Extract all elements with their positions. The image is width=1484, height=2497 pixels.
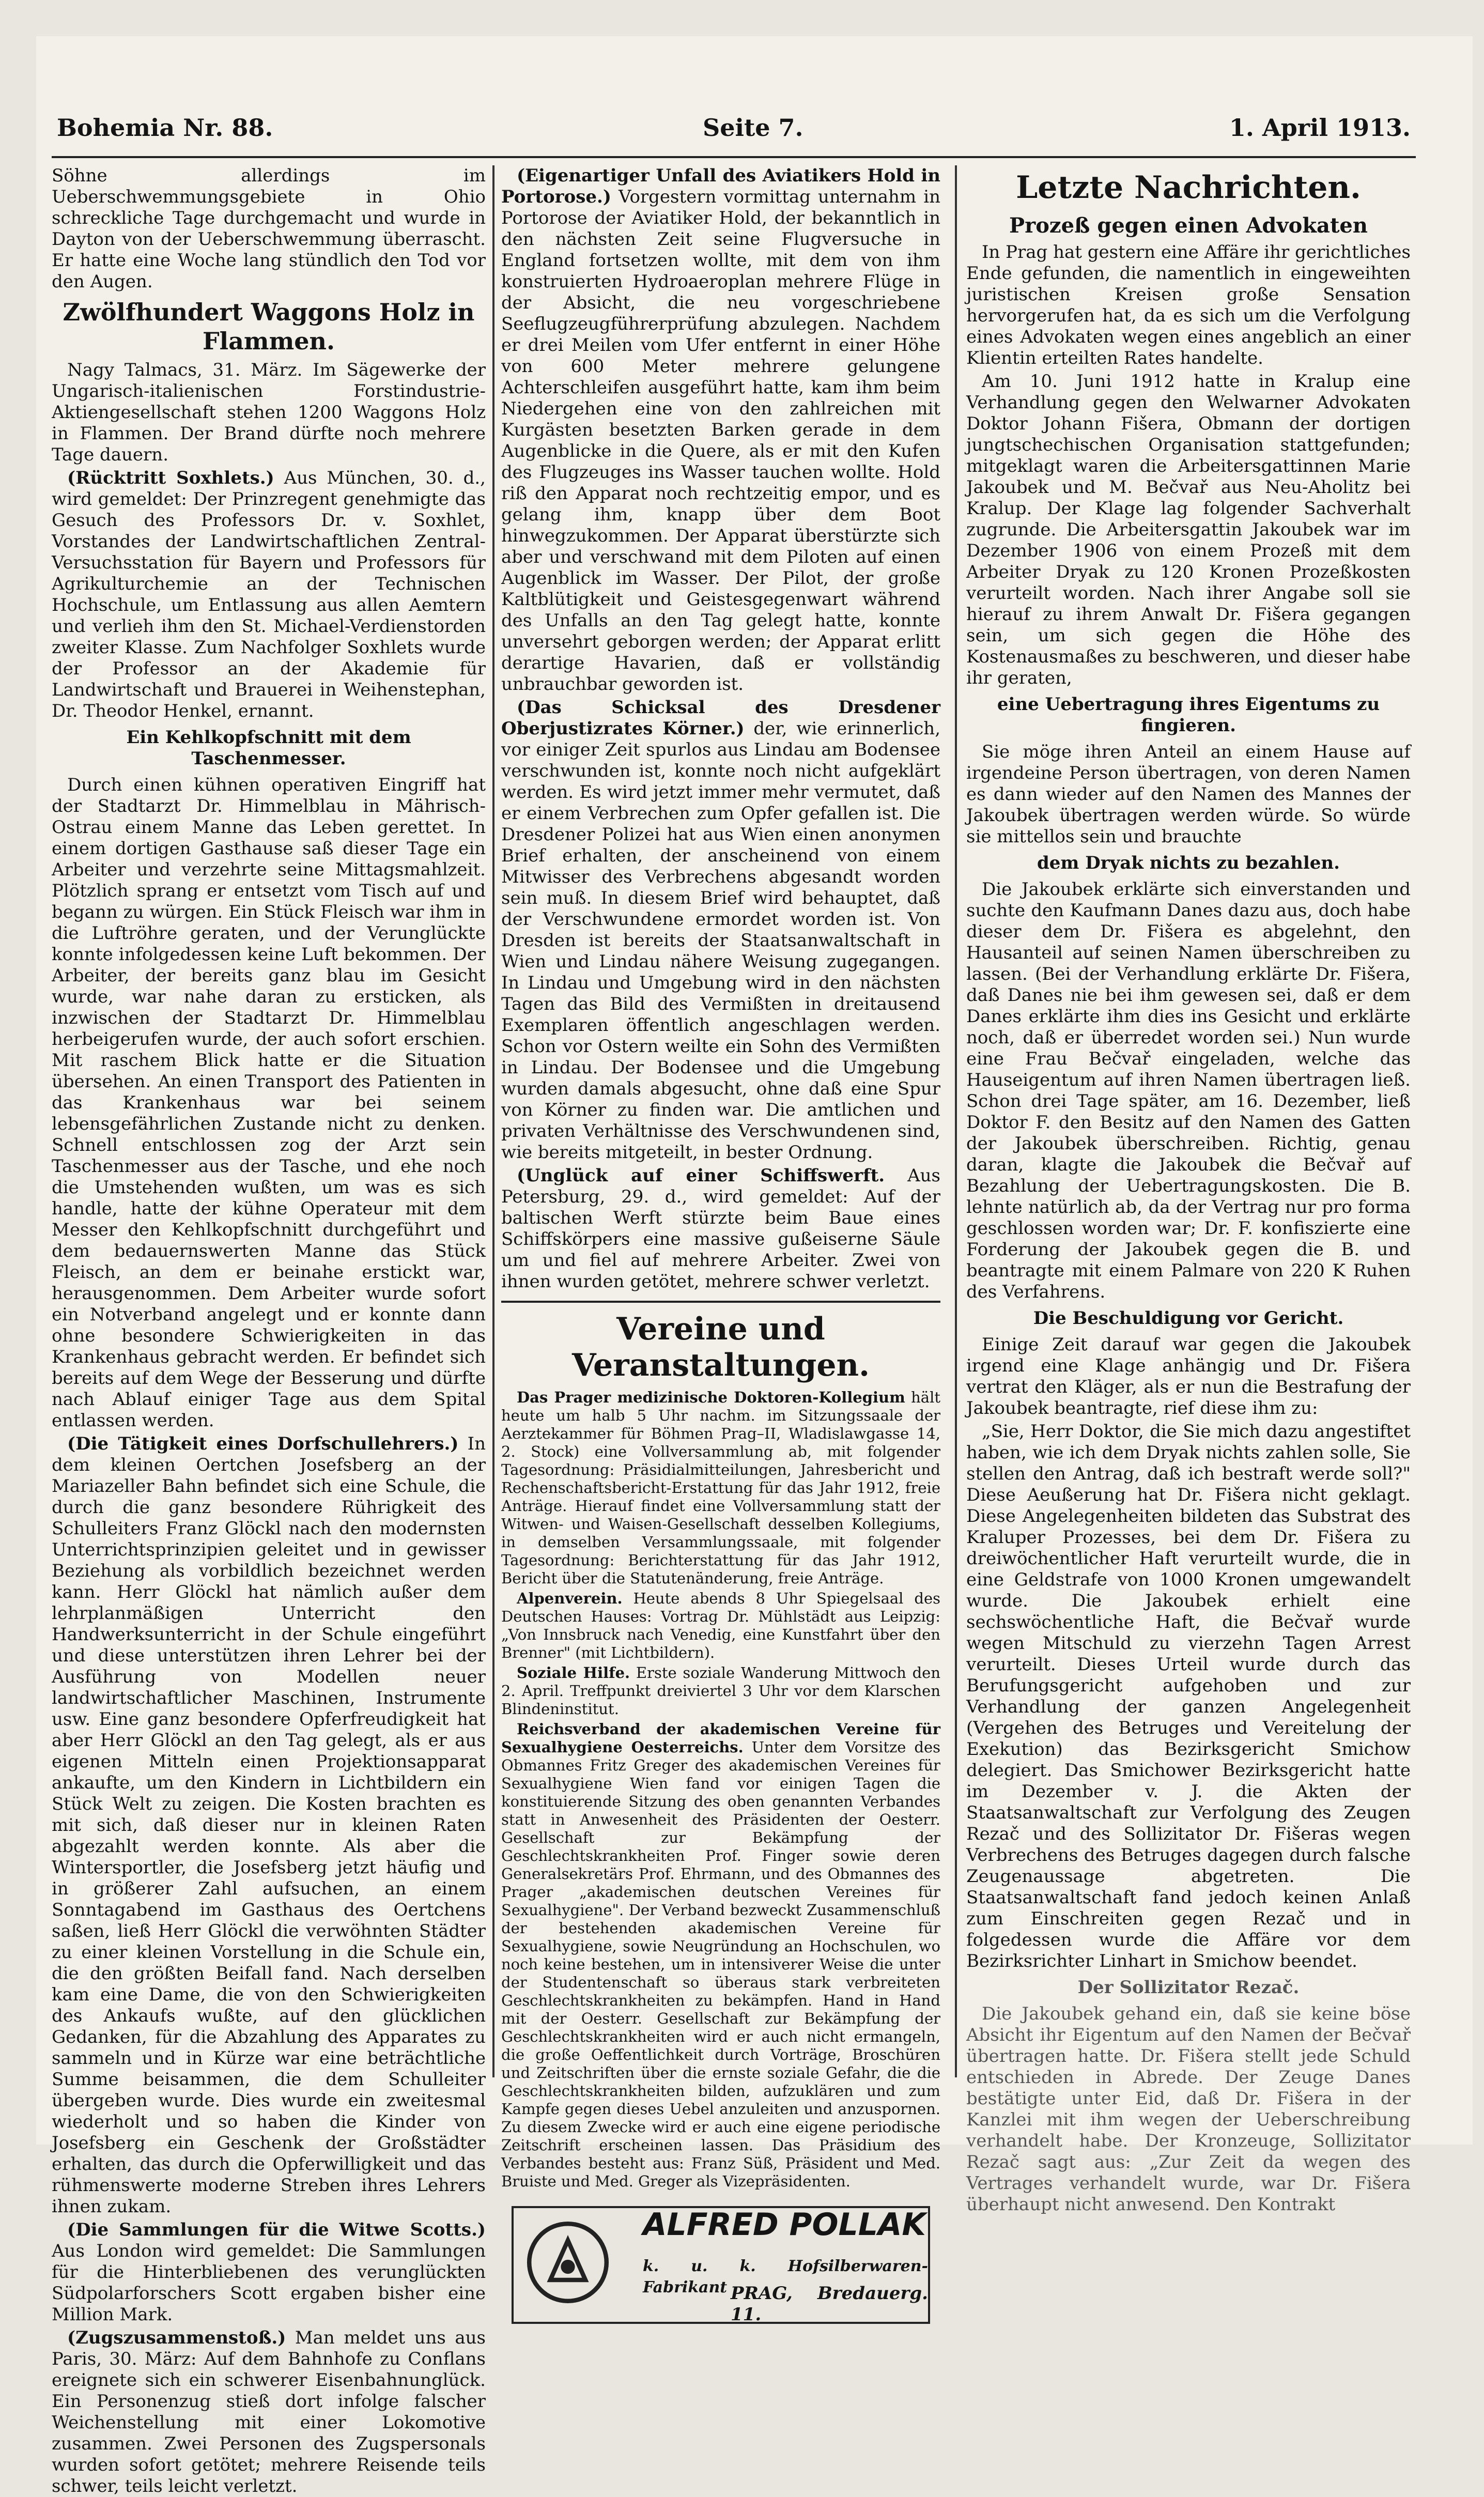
headline-fire: Zwölfhundert Waggons Holz in Flammen. — [63, 298, 475, 355]
section-rule — [501, 1301, 940, 1303]
body-soxhlet: Aus München, 30. d., wird gemeldet: Der Prinzregent genehmigte das Gesuch des Professors Dr. v. Soxhlet, Vorstandes der Landwirtschaftlichen Zentral-Versuchsstation für Bayern und Professors für Agrikulturchemie an der Technischen Hochschule, um Entlassung aus allen Aemtern und verlieh ihm den St. Michael-Verdienstorden zweiter Klasse. Zum Nachfolger Soxhlets wurde der Professor an der Akademie für Landwirtschaft und Brauerei in Weihenstephan, Dr. Theodor Henkel, ernannt. — [52, 468, 486, 721]
lead-werft: (Unglück auf einer Schiffswerft. — [517, 1165, 885, 1186]
article-soxhlet — [52, 468, 486, 722]
article-continuation: Söhne allerdings im Ueberschwemmungsgebiete in Ohio schreckliche Tage durchgemacht und wurde in Dayton von der Ueberschwemmung überrascht. Er hatte eine Woche lang stündlich den Tod vor den Augen. — [52, 165, 486, 292]
masthead-issue: Bohemia Nr. 88. — [57, 114, 273, 142]
column-divider-1 — [492, 165, 494, 2077]
paragraph: Die Jakoubek gehand ein, daß sie keine böse Absicht ihr Eigentum auf den Namen der Bečvař übertragen hatte. Dr. Fišera stellt jede Schuld entschieden in Abrede. Der Zeuge Danes bestätigte unter Eid, daß Dr. Fišera in der Kanzlei mit ihm wegen der Ueberschreibung verhandelt habe. Der Kronzeuge, Sollizitator Rezač sagt aus: „Zur Zeit da wegen des Vertrages verhandelt wurde, war Dr. Fišera überhaupt nicht anwesend. Den Kontrakt — [966, 2003, 1411, 2215]
article-dresden — [501, 697, 940, 1163]
paragraph: „Sie, Herr Doktor, die Sie mich dazu angestiftet haben, wie ich dem Dryak nichts zahlen solle, Sie stellen den Antrag, daß ich bestraft werde soll?" Diese Aeußerung hat Dr. Fišera nicht geklagt. Diese Angelegenheiten bildeten das Substrat des Kraluper Prozesses, bei dem Dr. Fišera zu dreiwöchentlicher Haft verurteilt wurde, die in eine Geldstrafe von 1000 Kronen umgewandelt wurde. Die Jakoubek erhielt eine sechswöchentliche Haft, die Bečvař wurde wegen Mitschuld zu vierzehn Tagen Arrest verurteilt. Dieses Urteil wurde durch das Berufungsgericht aufgehoben und zur Verhandlung der ganzen Angelegenheit (Vergehen des Betruges und Vereitelung der Exekution) das Bezirksgericht Smichow delegiert. Das Smichower Bezirksgericht hatte im Dezember v. J. die Akten der Staatsanwaltschaft zur Verfolgung des Zeugen Rezač und des Sollizitator Dr. Fišeras wegen Verbrechens des Betruges dagegen durch falsche Zeugenaussage abgetreten. Die Staatsanwaltschaft fand jedoch keinen Anlaß zum Einschreiten gegen Rezač und in folgedessen wurde die Affäre vor dem Bezirksrichter Linhart in Smichow beendet. — [966, 1421, 1411, 1971]
advertisement-pollak — [512, 2206, 930, 2324]
lead-dresden: (Das Schicksal des Dresdener Oberjustizrates Körner.) — [501, 697, 940, 739]
notice-reichsverband — [501, 1720, 940, 2191]
lead-lehrer: (Die Tätigkeit eines Dorfschullehrers.) — [67, 1434, 459, 1454]
section-headline-vereine: Vereine und Veranstaltungen. — [571, 1311, 870, 1383]
article-fire: Nagy Talmacs, 31. März. Im Sägewerke der Ungarisch-italienischen Forstindustrie-Aktiengesellschaft stehen 1200 Waggons Holz in Flammen. Der Brand dürfte noch mehrere Tage dauern. — [52, 360, 486, 465]
page-header — [57, 114, 1411, 150]
body-prager: hält heute um halb 5 Uhr nachm. im Sitzungssaale der Aerztekammer für Böhmen Prag–II, Wladislawgasse 14, 2. Stock) eine Vollversammlung ab, mit folgender Tagesordnung: Präsidialmitteilungen, Jahresbericht und Rechenschaftsbericht-Erstattung für das Jahr 1912, freie Anträge. Hierauf findet eine Vollversammlung statt der Witwen- und Waisen-Gesellschaft desselben Kollegiums, in demselben Versammlungssaale, mit folgender Tagesordnung: Berichterstattung für das Jahr 1912, Bericht über die Statutenänderung, freie Anträge. — [501, 1389, 941, 1587]
column-2 — [501, 165, 941, 2325]
article-werft — [501, 1165, 940, 1292]
subheading: eine Uebertragung ihres Eigentums zu fingieren. — [997, 694, 1380, 736]
column-divider-2 — [955, 165, 957, 2077]
column-3 — [966, 165, 1411, 2215]
subheading: Der Sollizitator Rezač. — [1077, 1977, 1300, 1998]
subheading: Die Beschuldigung vor Gericht. — [1033, 1308, 1344, 1329]
advertiser-address: PRAG, Bredauerg. 11. — [731, 2283, 928, 2325]
column-1 — [52, 165, 486, 2496]
newspaper-page — [36, 36, 1473, 2496]
lead-sozial: Soziale Hilfe. — [517, 1664, 630, 1682]
article-zug — [52, 2328, 486, 2497]
article-hold — [501, 165, 940, 695]
paragraph: In Prag hat gestern eine Affäre ihr gerichtliches Ende gefunden, die namentlich in eingeweihten juristischen Kreisen große Sensation hervorgerufen hat, da es sich um die Verfolgung eines Advokaten wegen eines angeblich an einer Klientin erteilten Rates handelte. — [966, 242, 1411, 368]
paragraph: Die Jakoubek erklärte sich einverstanden und suchte den Kaufmann Danes dazu aus, doch habe dieser dem Dr. Fišera es abgelehnt, den Hausanteil auf seinen Namen überschreiben zu lassen. (Bei der Verhandlung erklärte Dr. Fišera, daß Danes nie bei ihm gewesen sei, daß er dem Danes erklärte ihm dies ins Gesicht und erklärte noch, daß er überredet worden sei.) Nun wurde eine Frau Bečvař eingeladen, welche das Hauseigentum auf ihren Namen übertragen ließ. Schon drei Tage später, am 16. Dezember, ließ Doktor F. den Besitz auf den Namen des Gatten der Jakoubek überschreiben. Richtig, genau daran, klagte die Jakoubek die Bečvař auf Bezahlung der Uebertragungskosten. Die B. lehnte natürlich ab, da der Vertrag nur pro forma geschlossen worden war; Dr. F. konfiszierte eine Forderung der Jakoubek gegen die B. und beantragte mit einem Palmare von 220 K Ruhen des Verfahrens. — [966, 879, 1411, 1302]
lead-scott: (Die Sammlungen für die Witwe Scotts.) — [67, 2219, 486, 2240]
body-zug: Man meldet uns aus Paris, 30. März: Auf dem Bahnhofe zu Conflans ereignete sich ein schwerer Eisenbahnunglück. Ein Personenzug stieß dort infolge falscher Weichenstellung mit einer Lokomotive zusammen. Zwei Personen des Zugspersonals wurden sofort getötet; mehrere Reisende teils schwer, teils leicht verletzt. — [52, 2328, 486, 2496]
notice-sozial — [501, 1664, 940, 1718]
body-sozial: Erste soziale Wanderung Mittwoch den 2. April. Treffpunkt dreiviertel 3 Uhr vor dem Klarschen Blindeninstitut. — [501, 1664, 940, 1718]
lead-alpen: Alpenverein. — [517, 1590, 623, 1607]
page-number: Seite 7. — [703, 114, 803, 142]
body-alpen: Heute abends 8 Uhr Spiegelsaal des Deutschen Hauses: Vortrag Dr. Mühlstädt aus Leipzig: „Von Innsbruck nach Venedig, eine Kunstfahrt über den Brenner" (mit Lichtbildern). — [501, 1590, 940, 1661]
paragraph: Sie möge ihren Anteil an einem Hause auf irgendeine Person übertragen, von deren Namen es dann wieder auf den Namen des Mannes der Jakoubek übertragen werden würde. So würde sie mittellos sein und brauchte — [966, 742, 1411, 847]
advertiser-title: k. u. k. Hofsilberwaren-Fabrikant — [643, 2257, 928, 2296]
article-kehlkopf: Durch einen kühnen operativen Eingriff hat der Stadtarzt Dr. Himmelblau in Mährisch-Ostrau einem Manne das Leben gerettet. In einem dortigen Gasthause saß dieser Tage ein Arbeiter und verzehrte seine Mittagsmahlzeit. Plötzlich sprang er entsetzt vom Tisch auf und begann zu würgen. Ein Stück Fleisch war ihm in die Luftröhre geraten, und der Verunglückte konnte infolgedessen keine Luft bekommen. Der Arbeiter, der bereits ganz blau im Gesicht wurde, war nahe daran zu ersticken, als inzwischen der Stadtarzt Dr. Himmelblau herbeigerufen wurde, der auch sofort erschien. Mit raschem Blick hatte er die Situation übersehen. An einen Transport des Patienten in das Krankenhaus war bei seinem lebensgefährlichen Zustande nicht zu denken. Schnell entschlossen zog der Arzt sein Taschenmesser aus der Tasche, und ehe noch die Umstehenden wußten, um was es sich handle, hatte der kühne Operateur mit dem Messer den Kehlkopfschnitt durchgeführt und dem bedauernswerten Manne das Stück Fleisch, an dem er beinahe erstickt war, herausgenommen. Dem Arbeiter wurde sofort ein Notverband angelegt und er konnte dann ohne besondere Schwierigkeiten in das Krankenhaus gebracht werden. Er befindet sich bereits auf dem Wege der Besserung und dürfte nach Ablauf einiger Tage aus dem Spital entlassen werden. — [52, 775, 486, 1431]
headline-kehlkopf: Ein Kehlkopfschnitt mit dem Taschenmesser. — [126, 727, 411, 769]
body-hold: Vorgestern vormittag unternahm in Portorose der Aviatiker Hold, der bekanntlich in den nächsten Zeit seine Flugversuche in England fortsetzen wollte, mit dem von ihm konstruierten Hydroaeroplan mehrere Flüge in der Absicht, die neu vorgeschriebene Seeflugzeugführerprüfung abzulegen. Nachdem er drei Meilen vom Ufer entfernt in einer Höhe von 600 Meter mehrere gelungene Achterschleifen ausgeführt hatte, kam ihm beim Niedergehen eine von den zahlreichen mit Kurgästen besetzten Barken gerade in dem Augenblicke in die Quere, als er mit den Kufen des Flugzeuges ins Wasser tauchen wollte. Hold riß den Apparat noch rechtzeitig empor, und es gelang ihm, knapp über dem Boot hinwegzukommen. Der Apparat überstürzte sich aber und verschwand mit dem Piloten auf einen Augenblick im Wasser. Der Pilot, der große Kaltblütigkeit und Geistesgegenwart während des Unfalls an den Tag gelegt hatte, konnte unversehrt geborgen werden; der Apparat erlitt derartige Havarien, daß er vollständig unbrauchbar geworden ist. — [501, 187, 940, 695]
lead-hold: (Eigenartiger Unfall des Aviatikers Hold in Portorose.) — [501, 165, 940, 207]
paragraph: Am 10. Juni 1912 hatte in Kralup eine Verhandlung gegen den Welwarner Advokaten Doktor Johann Fišera, Obmann der dortigen jungtschechischen Organisation stattgefunden; mitgeklagt waren die Arbeitersgattinnen Marie Jakoubek und M. Bečvař aus Neu-Aholitz bei Kralup. Der Klage lag folgender Sachverhalt zugrunde. Die Arbeitersgattin Jakoubek war im Dezember 1906 von einem Prozeß mit dem Arbeiter Dryak zu 120 Kronen Prozeßkosten verurteilt worden. Nach ihrer Angabe soll sie hierauf zu ihrem Anwalt Dr. Fišera gegangen sein, um sich gegen die Höhe des Kostenausmaßes zu beschweren, und dieser habe ihr geraten, — [966, 371, 1411, 688]
notice-prager — [501, 1389, 940, 1587]
section-headline-letzte: Letzte Nachrichten. — [1016, 169, 1361, 206]
body-scott: Aus London wird gemeldet: Die Sammlungen für die Hinterbliebenen des verunglückten Südpolarforschers Scott ergaben bisher eine Million Mark. — [52, 2241, 486, 2325]
issue-date: 1. April 1913. — [1229, 114, 1411, 142]
body-dresden: der, wie erinnerlich, vor einiger Zeit spurlos aus Lindau am Bodensee verschwunden ist, konnte noch nicht aufgeklärt werden. Es wird jetzt immer mehr vermutet, daß er einem Verbrechen zum Opfer gefallen ist. Die Dresdener Polizei hat aus Wien einen anonymen Brief erhalten, der anscheinend von einem Mitwisser des Verbrechens abgesandt worden sein muß. In diesem Brief wird behauptet, daß der Verschwundene ermordet worden ist. Von Dresden ist bereits der Staatsanwaltschaft in Wien und Lindau nähere Weisung zugegangen. In Lindau und Umgebung wird in den nächsten Tagen das Bild des Vermißten in dreitausend Exemplaren öffentlich angeschlagen werden. Schon vor Ostern weilte ein Sohn des Vermißten in Lindau. Der Bodensee und die Umgebung wurden damals abgesucht, ohne daß eine Spur von Körner zu finden war. Die amtlichen und privaten Verhältnisse des Verschwundenen sind, wie bereits mitgeteilt, in bester Ordnung. — [501, 718, 941, 1163]
subheading: dem Dryak nichts zu bezahlen. — [1037, 853, 1340, 873]
body-reich: Unter dem Vorsitze des Obmannes Fritz Greger des akademischen Vereines für Sexualhygiene Wien fand vor einigen Tagen die konstituierende Sitzung des oben genannten Verbandes statt in Anwesenheit des Präsidenten der Oesterr. Gesellschaft zur Bekämpfung der Geschlechtskrankheiten Prof. Finger sowie deren Generalsekretärs Prof. Ehrmann, und des Obmannes des Prager „akademischen deutschen Vereines für Sexualhygiene". Der Verband bezweckt Zusammenschluß der bestehenden akademischen Vereine für Sexualhygiene, sowie Neugründung an Hochschulen, wo noch keine bestehen, um in intensiverer Weise die unter der Studentenschaft so überaus stark verbreiteten Geschlechtskrankheiten zu bekämpfen. Hand in Hand mit der Oesterr. Gesellschaft zur Bekämpfung der Geschlechtskrankheiten wird er auch nicht ermangeln, die große Oeffentlichkeit durch Vorträge, Broschüren und Zeitschriften über die ernste soziale Gefahr, die die Geschlechtskrankheiten bilden, aufzuklären und zum Kampfe gegen dieses Uebel anzuleiten und anzuspornen. Zu diesem Zwecke wird er auch eine eigene periodische Zeitschrift erscheinen lassen. Das Präsidium des Verbandes besteht aus: Franz Süß, Präsident und Med. Bruiste und Med. Greger als Vizepräsidenten. — [501, 1738, 940, 2190]
advertiser-name: ALFRED POLLAK — [643, 2207, 926, 2243]
header-rule — [52, 156, 1416, 158]
headline-prozess: Prozeß gegen einen Advokaten — [1009, 213, 1368, 238]
body-lehrer: In dem kleinen Oertchen Josefsberg an der Mariazeller Bahn befindet sich eine Schule, die durch die ganz besondere Rührigkeit des Schulleiters Franz Glöckl nach den modernsten Unterrichtsprinzipien geleitet und in gewisser Beziehung als vorbildlich bezeichnet werden kann. Herr Glöckl hat nämlich außer dem lehrplanmäßigen Unterricht den Handwerksunterricht in der Schule eingeführt und diese unterstützen ihren Lehrer bei der Ausführung von Modellen neuer landwirtschaftlicher Maschinen, Instrumente usw. Eine ganz besondere Opferfreudigkeit hat aber Herr Glöckl an den Tag gelegt, als er aus eigenen Mitteln einen Projektionsapparat ankaufte, um den Kindern in Lichtbildern ein Stück Welt zu zeigen. Die Kosten brachten es mit sich, daß dieser nur in kleinen Raten abgezahlt werden konnte. Als aber die Wintersportler, die Josefsberg jetzt häufig und in größerer Zahl aufsuchen, an einem Sonntagabend im Gasthaus des Oertchens saßen, ließ Herr Glöckl die verwöhnten Städter zu einer kleinen Vorstellung in die Schule ein, die den größten Beifall fand. Nach derselben kam eine Dame, die von den Schwierigkeiten des Ankaufs wußte, auf den glücklichen Gedanken, für die Abzahlung des Apparates zu sammeln und in Kürze war eine beträchtliche Summe beisammen, die dem Schulleiter übergeben wurde. Dies wurde ein zweitesmal wiederholt und so haben die Kinder von Josefsberg ein Geschenk der Großstädter erhalten, das durch die Opferwilligkeit und das rühmenswerte moderne Streben ihres Lehrers ihnen zukam. — [52, 1434, 486, 2217]
article-lehrer — [52, 1434, 486, 2217]
notice-alpen — [501, 1590, 940, 1662]
lead-soxhlet: (Rücktritt Soxhlets.) — [67, 468, 274, 488]
paragraph: Einige Zeit darauf war gegen die Jakoubek irgend eine Klage anhängig und Dr. Fišera vertrat den Kläger, als er nun die Bestrafung der Jakoubek beantragte, rief diese ihm zu: — [966, 1334, 1411, 1419]
lead-prager: Das Prager medizinische Doktoren-Kollegium — [517, 1389, 905, 1406]
trade-emblem-icon — [524, 2218, 612, 2306]
lead-reich: Reichsverband der akademischen Vereine für Sexualhygiene Oesterreichs. — [501, 1720, 940, 1756]
article-scott — [52, 2219, 486, 2325]
body-werft: Aus Petersburg, 29. d., wird gemeldet: Auf der baltischen Werft stürzte beim Baue eines Schiffskörpers eine massive gußeiserne Säule um und fiel auf mehrere Arbeiter. Zwei von ihnen wurden getötet, mehrere schwer verletzt. — [501, 1165, 941, 1292]
lead-zug: (Zugszusammenstoß.) — [67, 2328, 286, 2348]
